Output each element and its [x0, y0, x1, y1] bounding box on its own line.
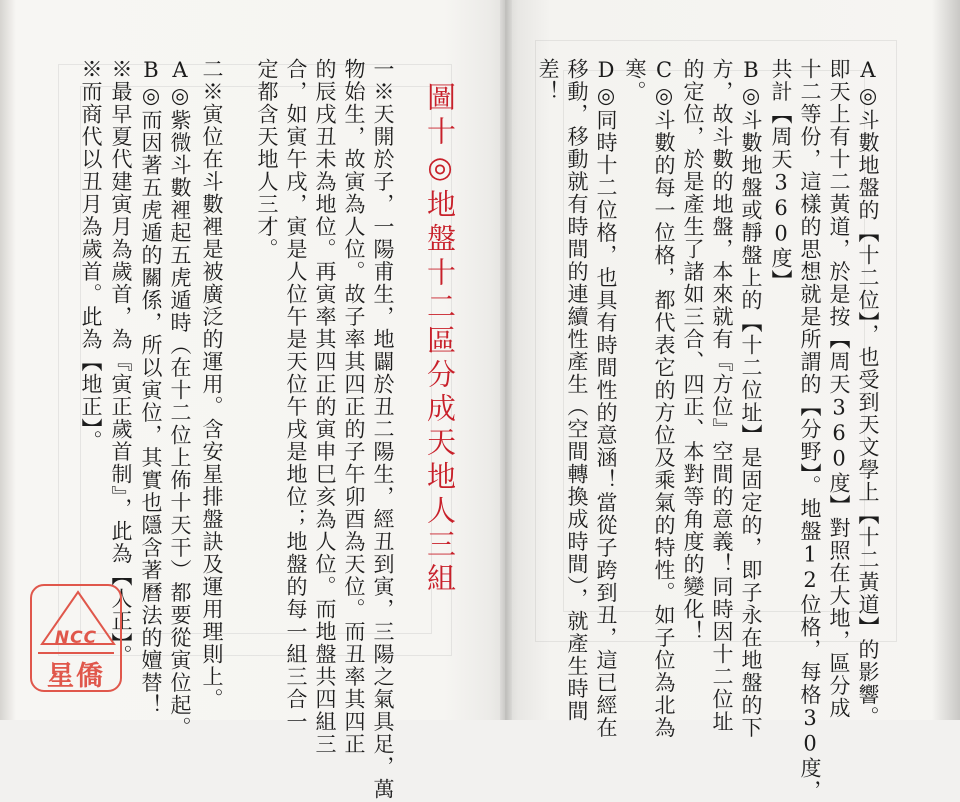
- text-column: C◎斗數的每一位格，都代表它的方位及乘氣的特性。如子位為北為: [652, 58, 676, 739]
- text-column: 寒。: [623, 58, 647, 103]
- stamp-name: 星僑: [47, 661, 105, 692]
- text-column: 的定位，於是產生了諸如三合、四正、本對等角度的變化！: [681, 58, 705, 643]
- text-column: 定都含天地人三才。: [255, 58, 279, 261]
- text-column: 方，故斗數的地盤，本來就有『方位』空間的意義！同時因十二位址: [710, 58, 734, 733]
- stamp-abbr: NCC: [54, 628, 98, 648]
- text-column: 移動，移動就有時間的連續性產生（空間轉換成時間），就產生時間: [565, 58, 589, 723]
- text-column: 物始生，故寅為人位。故子率其四正的子午卯酉為天位。而丑率其四正: [342, 58, 366, 756]
- text-column: D◎同時十二位格，也具有時間性的意涵！當從子跨到丑，這已經在: [594, 58, 618, 739]
- text-column: A◎斗數地盤的【十二位】，也受到天文學上【十二黃道】的影響。: [856, 58, 880, 729]
- text-column: 十二等份，這樣的思想就是所謂的【分野】。地盤12位格，每格30度，: [798, 58, 822, 802]
- text-column: ※而商代以丑月為歲首。此為【地正】。: [79, 58, 103, 453]
- text-column: B◎斗數地盤或靜盤上的【十二位址】是固定的，即子永在地盤的下: [739, 58, 763, 739]
- figure-title: 圖十◎地盤十二區分成天地人三組: [423, 82, 457, 597]
- text-column: A◎紫微斗數裡起五虎遁時（在十二位上佈十天干）都要從寅位起。: [168, 58, 192, 739]
- publisher-stamp: [30, 584, 122, 692]
- text-column: 二※寅位在斗數裡是被廣泛的運用。含安星排盤訣及運用理則上。: [200, 58, 224, 711]
- text-column: ※最早夏代建寅月為歲首，為『寅正歲首制』，此為【人正】。: [109, 58, 133, 667]
- text-column: 共計【周天360度】: [769, 58, 793, 292]
- text-column: 差！: [536, 58, 560, 103]
- right-edge-shadow: [932, 0, 960, 720]
- text-column: B◎而因著五虎遁的關係，所以寅位，其實也隱含著曆法的嬗替！: [139, 58, 163, 717]
- text-column: 的辰戌丑未為地位。再寅率其四正的寅申巳亥為人位。而地盤共四組三: [313, 58, 337, 756]
- text-column: 即天上有十二黃道，於是按【周天360度】對照在大地，區分成: [827, 58, 851, 720]
- left-edge-shadow: [0, 0, 16, 720]
- book-spine: [500, 0, 512, 720]
- text-column: 合，如寅午戌，寅是人位午是天位午戌是地位；地盤的每一組三合一: [284, 58, 308, 733]
- text-column: 一※天開於子，一陽甫生，地闢於丑二陽生，經丑到寅，三陽之氣具足，萬: [371, 58, 395, 801]
